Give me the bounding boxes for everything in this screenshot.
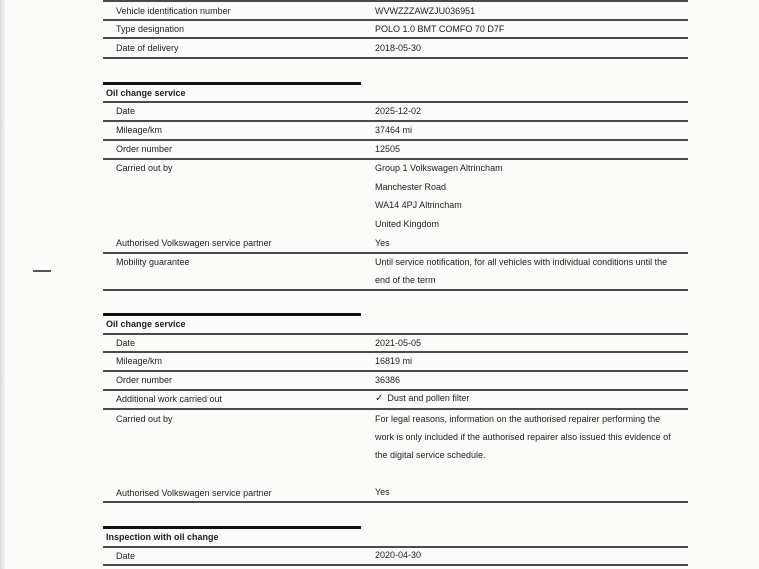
mileage-value: 37464 mi: [375, 125, 413, 135]
row-divider: [103, 501, 688, 503]
row-divider: [103, 408, 688, 410]
mobility-guarantee-line: end of the term: [375, 275, 436, 285]
mobility-guarantee-label: Mobility guarantee: [116, 257, 190, 267]
margin-mark: [33, 270, 51, 272]
date-label: Date: [116, 106, 136, 116]
type-designation-value: POLO 1.0 BMT COMFO 70 D7F: [375, 24, 505, 34]
row-divider: [103, 120, 688, 122]
service-partner-label: Authorised Volkswagen service partner: [116, 238, 272, 248]
service-partner-value: Yes: [375, 238, 390, 248]
checkmark-icon: ✓: [375, 393, 384, 404]
additional-work-label: Additional work carried out: [116, 394, 223, 404]
carried-out-by-line: Group 1 Volkswagen Altrincham: [375, 163, 503, 173]
page-edge-shadow: [0, 0, 5, 569]
vin-label: Vehicle identification number: [116, 6, 231, 16]
additional-work-value: [375, 393, 469, 404]
mobility-guarantee-line: Until service notification, for all vehicles with individual conditions until the: [375, 257, 668, 267]
order-number-label: Order number: [116, 144, 173, 154]
service-partner-value: Yes: [375, 487, 390, 497]
mileage-label: Mileage/km: [116, 125, 163, 135]
order-number-value: 36386: [375, 375, 401, 385]
date-label: Date: [116, 551, 136, 561]
mileage-label: Mileage/km: [116, 356, 163, 366]
date-value: 2021-05-05: [375, 338, 422, 348]
row-divider: [103, 289, 688, 291]
carried-out-by-line: For legal reasons, information on the authorised repairer performing the: [375, 414, 661, 424]
order-number-label: Order number: [116, 375, 173, 385]
section-title: Oil change service: [106, 88, 186, 98]
row-divider: [103, 139, 688, 141]
row-divider: [103, 370, 688, 372]
row-divider: [103, 158, 688, 160]
section-title: Oil change service: [106, 319, 186, 329]
section-rule: [103, 526, 361, 529]
vin-value: WVWZZZAWZJU036951: [375, 6, 476, 16]
service-partner-label: Authorised Volkswagen service partner: [116, 488, 272, 498]
delivery-date-label: Date of delivery: [116, 43, 179, 53]
date-label: Date: [116, 338, 136, 348]
row-divider: [103, 546, 688, 548]
carried-out-by-label: Carried out by: [116, 163, 173, 173]
order-number-value: 12505: [375, 144, 401, 154]
row-divider: [103, 333, 688, 335]
date-value: 2020-04-30: [375, 550, 422, 560]
row-divider: [103, 351, 688, 353]
mileage-value: 16819 mi: [375, 356, 413, 366]
section-title: Inspection with oil change: [106, 532, 219, 542]
carried-out-by-line: WA14 4PJ Altrincham: [375, 200, 462, 210]
row-divider: [103, 101, 688, 103]
row-divider: [103, 0, 688, 2]
delivery-date-value: 2018-05-30: [375, 43, 422, 53]
carried-out-by-line: work is only included if the authorised repairer also issued this evidence of: [375, 432, 671, 442]
date-value: 2025-12-02: [375, 106, 422, 116]
row-divider: [103, 19, 688, 21]
type-designation-label: Type designation: [116, 24, 185, 34]
section-rule: [103, 313, 361, 316]
row-divider: [103, 389, 688, 391]
carried-out-by-line: the digital service schedule.: [375, 450, 486, 460]
carried-out-by-label: Carried out by: [116, 414, 173, 424]
row-divider: [103, 57, 688, 59]
row-divider: [103, 37, 688, 39]
carried-out-by-line: Manchester Road: [375, 182, 447, 192]
row-divider: [103, 564, 688, 566]
row-divider: [103, 252, 688, 254]
additional-work-text: Dust and pollen filter: [387, 393, 470, 403]
section-rule: [103, 82, 361, 85]
carried-out-by-line: United Kingdom: [375, 219, 440, 229]
